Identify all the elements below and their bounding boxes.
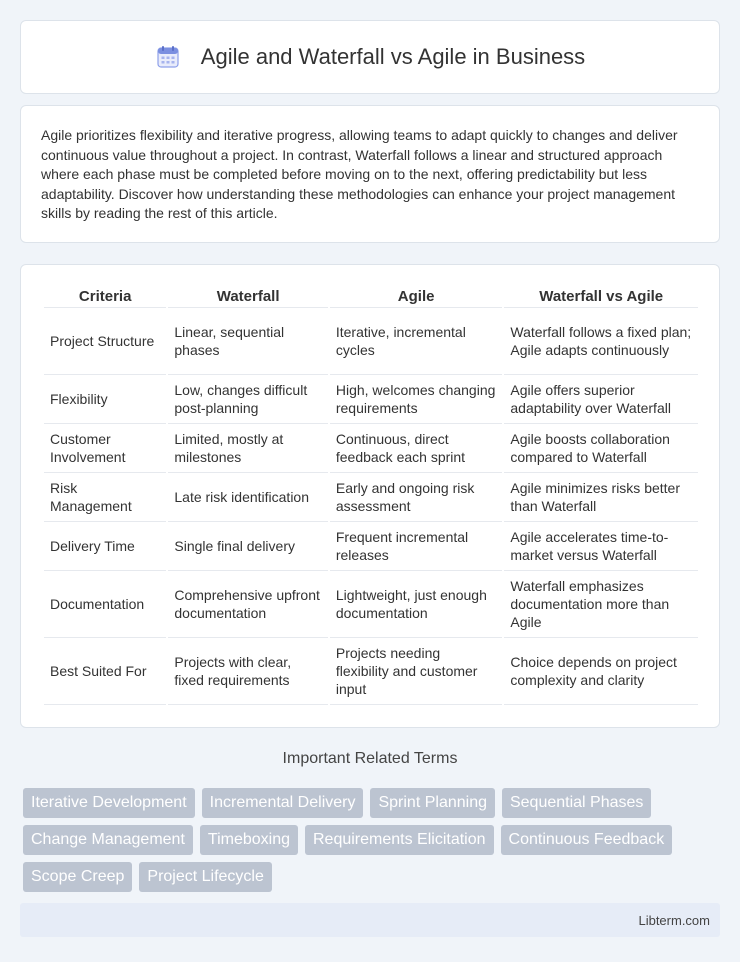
table-cell: Comprehensive upfront documentation xyxy=(168,571,327,638)
tag-timeboxing[interactable]: Timeboxing xyxy=(200,825,298,855)
table-cell: Project Structure xyxy=(44,308,166,375)
header-waterfall-vs-agile: Waterfall vs Agile xyxy=(504,283,698,308)
table-cell: Waterfall emphasizes documentation more than Agile xyxy=(504,571,698,638)
tag-scope-creep[interactable]: Scope Creep xyxy=(23,862,132,892)
table-cell: Low, changes difficult post-planning xyxy=(168,375,327,424)
header-waterfall: Waterfall xyxy=(168,283,327,308)
table-cell: Documentation xyxy=(44,571,166,638)
table-cell: Projects needing flexibility and customer input xyxy=(330,638,503,705)
comparison-table-card xyxy=(20,264,720,728)
table-row xyxy=(44,375,698,424)
table-row xyxy=(44,638,698,705)
footer xyxy=(20,903,720,937)
table-cell: Limited, mostly at milestones xyxy=(168,424,327,473)
table-cell: Flexibility xyxy=(44,375,166,424)
tag-incremental-delivery[interactable]: Incremental Delivery xyxy=(202,788,364,818)
table-cell: Customer Involvement xyxy=(44,424,166,473)
table-cell: Single final delivery xyxy=(168,522,327,571)
footer-site-link[interactable]: Libterm.com xyxy=(638,912,710,928)
tag-change-management[interactable]: Change Management xyxy=(23,825,193,855)
header-agile: Agile xyxy=(330,283,503,308)
tag-iterative-development[interactable]: Iterative Development xyxy=(23,788,195,818)
comparison-table xyxy=(42,283,700,705)
table-cell: Frequent incremental releases xyxy=(330,522,503,571)
table-cell: Agile minimizes risks better than Waterfall xyxy=(504,473,698,522)
table-cell: Continuous, direct feedback each sprint xyxy=(330,424,503,473)
related-terms-heading: Important Related Terms xyxy=(282,750,458,767)
table-row xyxy=(44,571,698,638)
table-cell: Agile boosts collaboration compared to Waterfall xyxy=(504,424,698,473)
table-row xyxy=(44,522,698,571)
table-row xyxy=(44,424,698,473)
table-cell: Risk Management xyxy=(44,473,166,522)
table-header-row xyxy=(44,283,698,308)
calendar-icon xyxy=(155,44,181,70)
tag-continuous-feedback[interactable]: Continuous Feedback xyxy=(501,825,673,855)
table-cell: Iterative, incremental cycles xyxy=(330,308,503,375)
tag-requirements-elicitation[interactable]: Requirements Elicitation xyxy=(305,825,494,855)
table-cell: Late risk identification xyxy=(168,473,327,522)
header-criteria: Criteria xyxy=(44,283,166,308)
table-cell: Projects with clear, fixed requirements xyxy=(168,638,327,705)
table-cell: Early and ongoing risk assessment xyxy=(330,473,503,522)
table-cell: Choice depends on project complexity and clarity xyxy=(504,638,698,705)
table-cell: Lightweight, just enough documentation xyxy=(330,571,503,638)
tag-sprint-planning[interactable]: Sprint Planning xyxy=(370,788,495,818)
table-cell: Waterfall follows a fixed plan; Agile adapts continuously xyxy=(504,308,698,375)
table-cell: Delivery Time xyxy=(44,522,166,571)
tag-sequential-phases[interactable]: Sequential Phases xyxy=(502,788,651,818)
tag-project-lifecycle[interactable]: Project Lifecycle xyxy=(139,862,272,892)
table-cell: Best Suited For xyxy=(44,638,166,705)
page-title: Agile and Waterfall vs Agile in Business xyxy=(200,44,586,69)
table-cell: Linear, sequential phases xyxy=(168,308,327,375)
table-cell: High, welcomes changing requirements xyxy=(330,375,503,424)
table-cell: Agile accelerates time-to-market versus Waterfall xyxy=(504,522,698,571)
intro-card xyxy=(20,105,720,243)
table-row xyxy=(44,308,698,375)
title-card xyxy=(20,20,720,94)
related-terms-list xyxy=(23,788,713,899)
table-cell: Agile offers superior adaptability over Waterfall xyxy=(504,375,698,424)
intro-text: Agile prioritizes flexibility and iterative progress, allowing teams to adapt quickly to changes and deliver continuous value throughout a project. In contrast, Waterfall follows a linear and structured approach where each phase must be completed before moving on to the next, offering predictability but less adaptability. Discover how understanding these methodologies can enhance your project management skills by reading the rest of this article. xyxy=(41,127,678,222)
table-row xyxy=(44,473,698,522)
